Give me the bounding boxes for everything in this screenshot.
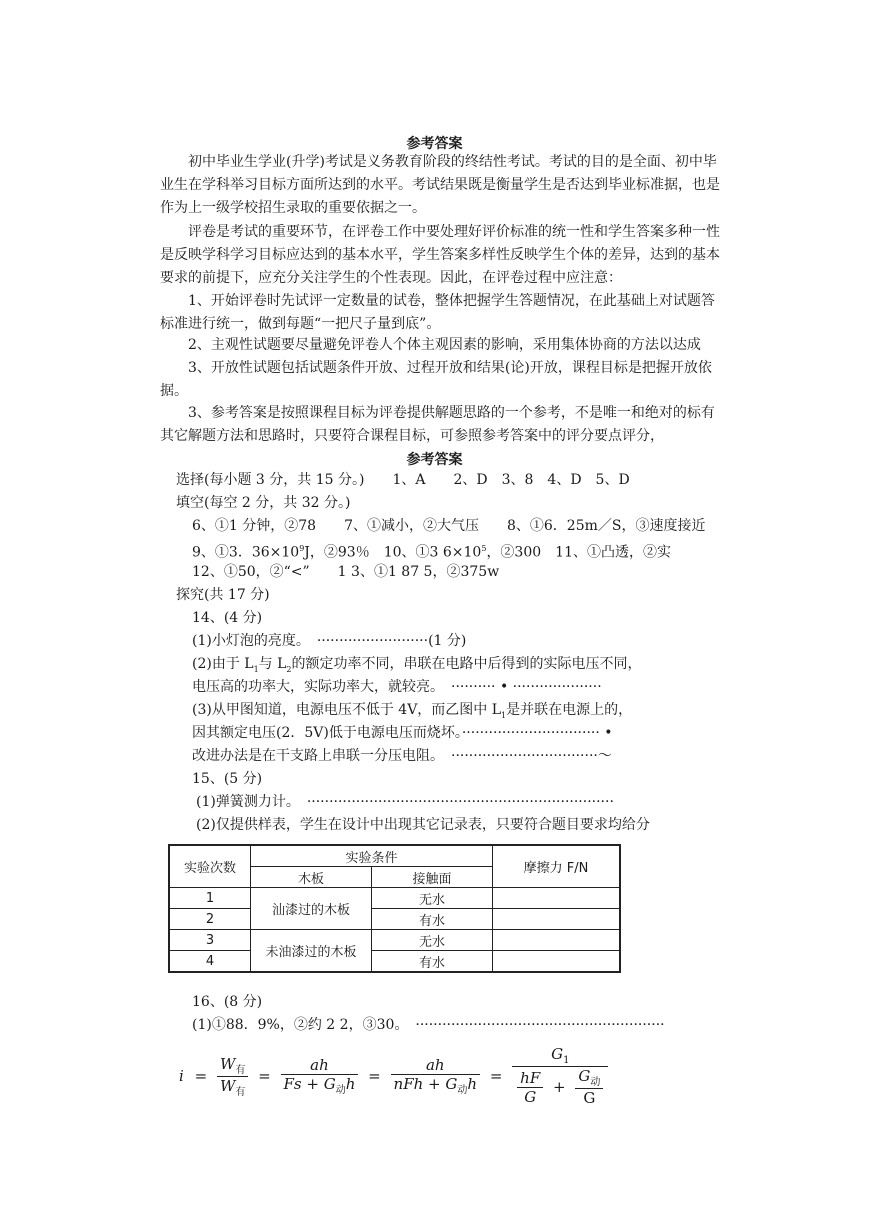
experiment-record-table: [168, 844, 621, 973]
intro-text-6: 3、参考答案是按照课程目标为评卷提供解题思路的一个参考，不是唯一和绝对的标有其它解题方法和思路时，只要符合课程目标，可参照参考答案中的评分要点评分，: [160, 405, 715, 444]
q14-4-sub: 1: [501, 710, 507, 720]
intro-text-1: 初中毕业生学业(升学)考试是义务教育阶段的终结性考试。考试的目的是全面、初中毕业生在学科举习目标方面所达到的水平。考试结果既是衡量学生是否达到毕业标准据，也是作为上一级学校招生录取的重要依据之一。: [160, 154, 720, 216]
fraction-fs: [281, 1056, 359, 1096]
row-board: 未油漆过的木板: [251, 930, 372, 973]
ah-numerator-2: ah: [425, 1056, 445, 1074]
row-number: 2: [169, 909, 251, 930]
nfh-denominator-sub: 动: [457, 1085, 468, 1096]
q14-4-part-b: 是并联在电源上的，: [506, 702, 633, 718]
gdong-numerator: G: [578, 1067, 591, 1085]
fill-answers-12-13: 12、①50，②“<” 1 3、①1 87 5，②375w: [192, 564, 500, 580]
g1-sub: 1: [563, 1055, 570, 1066]
row-force: [493, 909, 621, 930]
header-condition: 实验条件: [251, 845, 493, 867]
intro-paragraph-1: [160, 151, 720, 220]
row-number: 4: [169, 951, 251, 973]
table-row: [169, 909, 620, 930]
fs-denominator-b: h: [345, 1075, 356, 1093]
q14-answer-6: 改进办法是在干支路上串联一分压电阻。 ·································～: [192, 748, 612, 764]
fraction-hf-g: [517, 1069, 543, 1106]
intro-text-4: 2、主观性试题要尽量避免评卷人个体主观因素的影响，采用集体协商的方法以达成: [188, 337, 701, 353]
intro-paragraph-2: [160, 221, 720, 290]
row-surface: 无水: [372, 888, 493, 909]
row-surface: 有水: [372, 951, 493, 973]
row-surface: 有水: [372, 909, 493, 930]
nfh-denominator-b: h: [467, 1075, 478, 1093]
intro-text-3: 1、开始评卷时先试评一定数量的试卷，整体把握学生答题情况，在此基础上对试题答标准进行统一，做到每题“一把尺子量到底”。: [160, 293, 715, 332]
intro-paragraph-3: [160, 290, 720, 336]
header-count: 实验次数: [169, 845, 251, 888]
intro-paragraph-5: [160, 357, 720, 403]
intro-paragraph-6: [160, 402, 720, 448]
row-board: 汕漆过的木板: [251, 888, 372, 930]
q14-answer-5: 因其额定电压(2．5V)低于电源电压而烧坏。······························· •: [192, 725, 613, 741]
f9-exponent-2: 5: [481, 544, 487, 553]
intro-text-2: 评卷是考试的重要环节，在评卷工作中要处理好评价标准的统一性和学生答案多种一性是反映学科学习目标应达到的基本水平，学生答案多样性反映学生个体的差异，达到的基本要求的前提下，应充分关注学生的个性表现。因此，在评卷过程中应注意：: [160, 224, 720, 286]
header-board: 木板: [251, 867, 372, 888]
f9-exponent-1: 9: [299, 544, 305, 553]
q14-4-part-a: (3)从甲图知道，电源电压不低于 4V，而乙图中 L: [192, 702, 502, 718]
q15-heading: 15、(5 分): [192, 771, 263, 787]
w-numerator-sub: 有: [235, 1064, 246, 1076]
answers-title: 参考答案: [406, 452, 463, 468]
row-force: [493, 951, 621, 973]
table-row: [169, 951, 620, 973]
fraction-final: $G_1$ $\frac{hF}{G}$ + $\frac{G_动}{G}$: [512, 1045, 608, 1107]
header-force: 摩擦力 F/N: [493, 845, 621, 888]
f9-part-c: ，②300 11、①凸透，②实: [486, 544, 671, 561]
w-denominator: W: [219, 1076, 236, 1095]
q14-2-part-c: 的额定功率不同，串联在电路中后得到的实际电压不同，: [291, 656, 642, 672]
q14-answer-1: (1)小灯泡的亮度。 ·························(1 分): [192, 633, 467, 649]
q14-2-sub-2: 2: [286, 664, 292, 674]
q14-2-part-a: (2)由于 L: [192, 656, 254, 672]
g-denominator: G: [524, 1087, 537, 1106]
row-number: 3: [169, 930, 251, 951]
q15-answer-1: (1)弹簧测力计。 ·····································································: [196, 794, 614, 810]
q14-answer-3: 电压高的功率大，实际功率大，就较亮。 ·········· • ····················: [192, 679, 602, 695]
fill-answers-9-11: [192, 538, 671, 564]
formula-lhs: i: [179, 1067, 184, 1085]
page-title: 参考答案: [406, 136, 463, 152]
table-row: [169, 888, 620, 909]
q14-2-part-b: 与 L: [258, 656, 287, 672]
fill-answers-6-8: 6、①1 分钟，②78 7、①减小，②大气压 8、①6．25m／S，③速度接近: [192, 518, 706, 534]
g-plain-denominator: G: [583, 1089, 596, 1107]
fraction-nfh: [391, 1056, 481, 1096]
q14-heading: 14、(4 分): [192, 610, 263, 626]
fraction-gdong-g: [575, 1067, 603, 1107]
efficiency-formula: i = $\frac{W_有}{W_有}$ = $\frac{ah}{Fs + G_动h}$ = $\frac{ah}{nFh + G_动h}$ = $G_1$ $\frac{hF}{G}$ + $\frac{G_动}{G}$: [176, 1045, 610, 1107]
ah-numerator-1: ah: [310, 1056, 329, 1074]
f9-part-a: 9、①3．36×10: [192, 544, 300, 561]
table-row: [169, 930, 620, 951]
q15-answer-2: (2)仅提供样表，学生在设计中出现其它记录表，只要符合题目要求均给分: [196, 817, 650, 833]
w-denominator-sub: 有: [235, 1086, 246, 1098]
g1-numerator: G: [551, 1045, 564, 1063]
q14-2-sub-1: 1: [253, 664, 259, 674]
table-header-row: [169, 845, 620, 867]
fs-denominator-a: Fs + G: [283, 1075, 336, 1093]
row-surface: 无水: [372, 930, 493, 951]
fraction-w: [217, 1055, 248, 1098]
explore-heading: 探究(共 17 分): [176, 587, 270, 603]
intro-text-5: 3、开放性试题包括试题条件开放、过程开放和结果(论)开放，课程目标是把握开放依据。: [160, 360, 712, 399]
row-number: 1: [169, 888, 251, 909]
nfh-denominator-a: nFh + G: [393, 1075, 458, 1093]
intro-paragraph-4: [160, 334, 720, 357]
row-force: [493, 888, 621, 909]
f9-part-b: J，②93％ 10、①3 6×10: [304, 544, 482, 561]
w-numerator: W: [219, 1054, 236, 1073]
row-force: [493, 930, 621, 951]
q16-answer-1: (1)①88．9%，②约 2 2，③30。 ························································: [192, 1017, 665, 1033]
q16-heading: 16、(8 分): [192, 994, 263, 1010]
fs-denominator-sub: 动: [335, 1085, 346, 1096]
choice-answers: 选择(每小题 3 分，共 15 分。) 1、A 2、D 3、8 4、D 5、D: [176, 472, 630, 488]
fill-heading: 填空(每空 2 分，共 32 分。): [176, 495, 351, 511]
header-surface: 接触面: [372, 867, 493, 888]
gdong-sub: 动: [590, 1077, 601, 1088]
hf-numerator: hF: [520, 1068, 541, 1087]
